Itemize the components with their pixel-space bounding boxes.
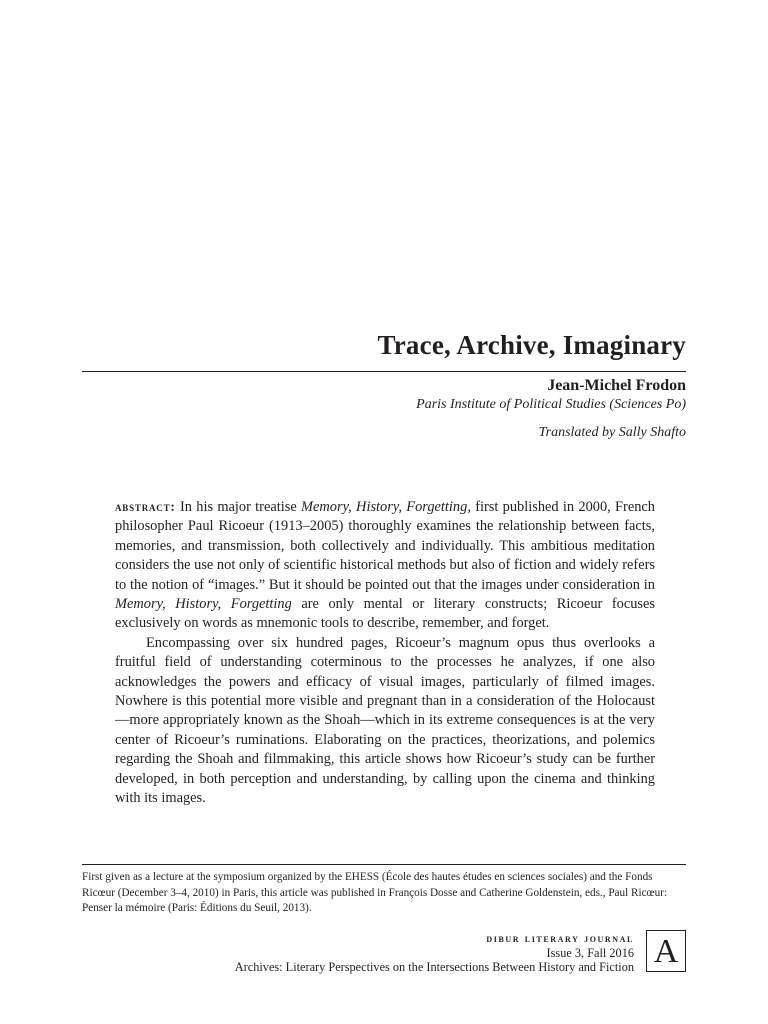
title-divider [82,371,686,372]
journal-name: dibur literary journal [486,931,634,945]
abstract-text: In his major treatise [175,499,302,515]
footnote: First given as a lecture at the symposium organized by the EHESS (École des hautes études en sciences sociales) and the Fonds Ricœur (December 3–4, 2010) in Paris, this article was published in François Dosse and Catherine Goldenstein, eds., Paul Ricœur: Penser la mémoire (Paris: Éditions du Seuil, 2013). [82,871,668,914]
journal-theme: Archives: Literary Perspectives on the Intersections Between History and Fiction [234,960,634,974]
abstract-paragraph-2: Encompassing over six hundred pages, Ricoeur’s magnum opus thus overlooks a fruitful field of understanding coterminous to the processes he analyzes, if one also acknowledges the powers and efficacy of visual images, particularly of filmed images. Nowhere is this potential more visible and pregnant than in a consideration of the Holocaust—more appropriately known as the Shoah—which in its extreme consequences is at the very center of Ricoeur’s ruminations. Elaborating on the practices, theorizations, and polemics regarding the Shoah and filmmaking, this article shows how Ricoeur’s study can be further developed, in both perception and understanding, by calling upon the cinema and thinking with its images. [115,634,655,807]
author-name: Jean-Michel Frodon [547,377,686,394]
abstract-text: , first published in 2000, French philosopher Paul Ricoeur (1913–2005) thoroughly examines the relationship between facts, memories, and transmission, both collectively and individually. This ambitious meditation considers the use not only of scientific historical methods but also of fiction and widely refers to the notion of “images.” But it should be pointed out that the images under consideration in [115,499,655,593]
article-title: Trace, Archive, Imaginary [377,330,686,360]
book-title: Memory, History, Forgetting [301,499,468,515]
journal-issue: Issue 3, Fall 2016 [546,945,634,960]
journal-logo: A [646,930,686,972]
abstract-label: abstract: [115,499,176,514]
footnote-divider [82,864,686,865]
abstract-paragraph-1 [115,497,655,634]
translator-credit: Translated by Sally Shafto [538,425,686,440]
author-affiliation: Paris Institute of Political Studies (Sciences Po) [416,397,686,412]
book-title: Memory, History, Forgetting [115,596,292,613]
abstract-text: are only mental or literary constructs; Ricoeur focuses exclusively on words as mnemonic tools to describe, remember, and forget. [115,596,656,632]
journal-info [235,931,634,975]
abstract-block [115,497,655,809]
